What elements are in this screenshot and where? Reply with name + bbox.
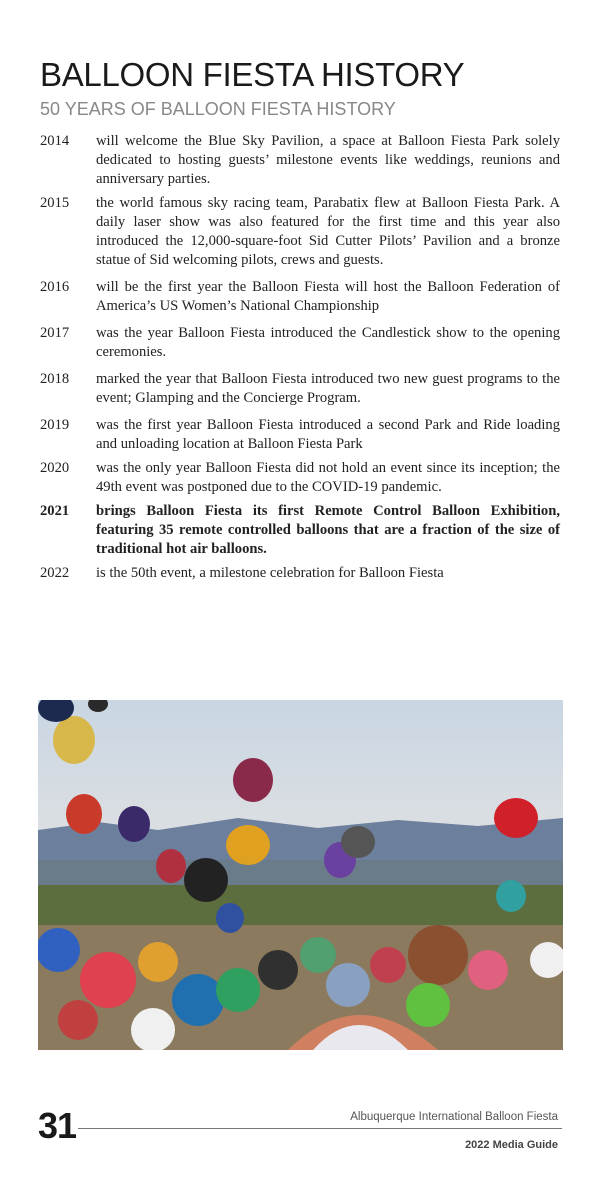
- timeline-entry: [40, 459, 560, 497]
- entry-text: was the year Balloon Fiesta introduced the Candlestick show to the opening ceremonies.: [96, 325, 560, 360]
- balloon-fiesta-photo: [38, 700, 563, 1050]
- entry-text: will welcome the Blue Sky Pavilion, a space at Balloon Fiesta Park solely dedicated to hosting guests’ milestone events like weddings, reunions and anniversary parties.: [96, 133, 560, 187]
- entry-text: brings Balloon Fiesta its first Remote Control Balloon Exhibition, featuring 35 remote controlled balloons that are a fraction of the size of traditional hot air balloons.: [96, 503, 560, 557]
- timeline-entry: [40, 324, 560, 362]
- timeline-entry: [40, 278, 560, 316]
- entry-year: 2020: [40, 460, 70, 476]
- page-title: BALLOON FIESTA HISTORY: [40, 56, 465, 93]
- entry-year: 2018: [40, 371, 70, 387]
- timeline-entry: [40, 370, 560, 408]
- timeline-entry: [40, 132, 560, 189]
- entry-text: was the only year Balloon Fiesta did not hold an event since its inception; the 49th event was postponed due to the COVID-19 pandemic.: [96, 460, 560, 495]
- entry-year: 2017: [40, 325, 70, 341]
- page-number: 31: [38, 1105, 77, 1146]
- entry-year: 2016: [40, 279, 70, 295]
- entry-year: 2014: [40, 133, 70, 149]
- edition-label: 2022 Media Guide: [465, 1139, 558, 1151]
- page-subtitle: 50 YEARS OF BALLOON FIESTA HISTORY: [40, 99, 396, 119]
- entry-text: marked the year that Balloon Fiesta introduced two new guest programs to the event; Glamping and the Concierge Program.: [96, 371, 560, 406]
- entry-year: 2022: [40, 565, 70, 581]
- entry-text: will be the first year the Balloon Fiesta will host the Balloon Federation of America’s US Women’s National Championship: [96, 279, 560, 314]
- timeline-entry: [40, 194, 560, 270]
- entry-year: 2019: [40, 417, 70, 433]
- entry-text: was the first year Balloon Fiesta introduced a second Park and Ride loading and unloading location at Balloon Fiesta Park: [96, 417, 560, 452]
- history-timeline: [40, 132, 560, 588]
- timeline-entry: [40, 564, 560, 583]
- footer-divider: [78, 1128, 562, 1129]
- publication-name: Albuquerque International Balloon Fiesta: [350, 1111, 558, 1123]
- entry-year: 2021: [40, 503, 70, 519]
- timeline-entry: [40, 416, 560, 454]
- entry-year: 2015: [40, 195, 70, 211]
- entry-text: the world famous sky racing team, Parabatix flew at Balloon Fiesta Park. A daily laser show was also featured for the first time and this year also introduced the 12,000-square-foot Sid Cutter Pilots’ Pavilion and a bronze statue of Sid welcoming pilots, crews and guests.: [96, 195, 560, 268]
- timeline-entry-highlight: [40, 502, 560, 559]
- entry-text: is the 50th event, a milestone celebration for Balloon Fiesta: [96, 565, 444, 581]
